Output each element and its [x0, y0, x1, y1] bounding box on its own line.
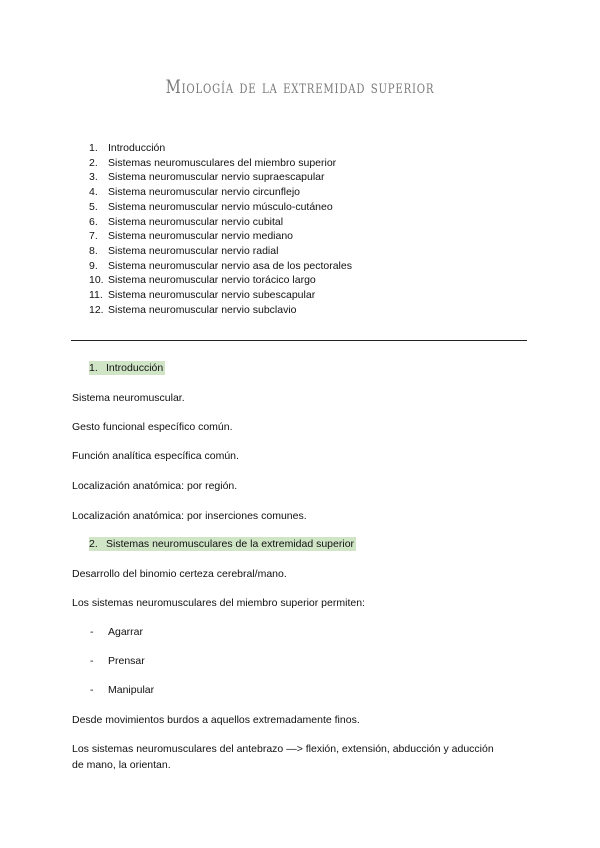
paragraph: Desde movimientos burdos a aquellos extremadamente finos. — [72, 714, 360, 726]
paragraph: Los sistemas neuromusculares del miembro superior permiten: — [72, 597, 365, 609]
toc-item: 1. Introducción — [89, 142, 166, 154]
paragraph: de mano, la orientan. — [72, 759, 171, 771]
table-of-contents — [89, 141, 352, 317]
toc-item: 10. Sistema neuromuscular nervio torácico largo — [89, 274, 316, 287]
paragraph: Gesto funcional específico común. — [72, 421, 233, 433]
toc-item: 3. Sistema neuromuscular nervio supraescapular — [89, 171, 325, 184]
toc-item: 5. Sistema neuromuscular nervio músculo-cutáneo — [89, 200, 333, 213]
bullet-item: - Agarrar — [90, 626, 144, 638]
toc-item: 12. Sistema neuromuscular nervio subclavio — [89, 303, 297, 316]
paragraph: Sistema neuromuscular. — [72, 392, 185, 404]
paragraph: Localización anatómica: por región. — [72, 480, 238, 492]
document-title: Miología de la extremidad superior — [165, 76, 435, 98]
toc-item: 2. Sistemas neuromusculares del miembro superior — [89, 156, 337, 169]
toc-item: 11. Sistema neuromuscular nervio subescapular — [89, 289, 316, 302]
heading-highlight: 1. Introducción — [89, 362, 164, 374]
paragraph: Localización anatómica: por inserciones comunes. — [72, 510, 307, 522]
horizontal-divider — [71, 340, 527, 341]
heading-highlight: 2. Sistemas neuromusculares de la extremidad superior — [89, 538, 355, 550]
toc-item: 6. Sistema neuromuscular nervio cubital — [89, 215, 284, 228]
toc-item: 9. Sistema neuromuscular nervio asa de los pectorales — [89, 259, 352, 272]
section-heading-sistemas — [89, 538, 356, 550]
paragraph: Función analítica específica común. — [72, 450, 239, 462]
bullet-item: - Prensar — [90, 655, 145, 667]
toc-item: 4. Sistema neuromuscular nervio circunflejo — [89, 186, 300, 199]
section-heading-introduccion — [89, 362, 165, 374]
bullet-item: - Manipular — [90, 684, 155, 696]
toc-item: 8. Sistema neuromuscular nervio radial — [89, 244, 279, 257]
paragraph: Los sistemas neuromusculares del antebrazo —> flexión, extensión, abducción y aducción — [72, 743, 494, 755]
toc-item: 7. Sistema neuromuscular nervio mediano — [89, 230, 294, 243]
paragraph: Desarrollo del binomio certeza cerebral/mano. — [72, 568, 287, 580]
